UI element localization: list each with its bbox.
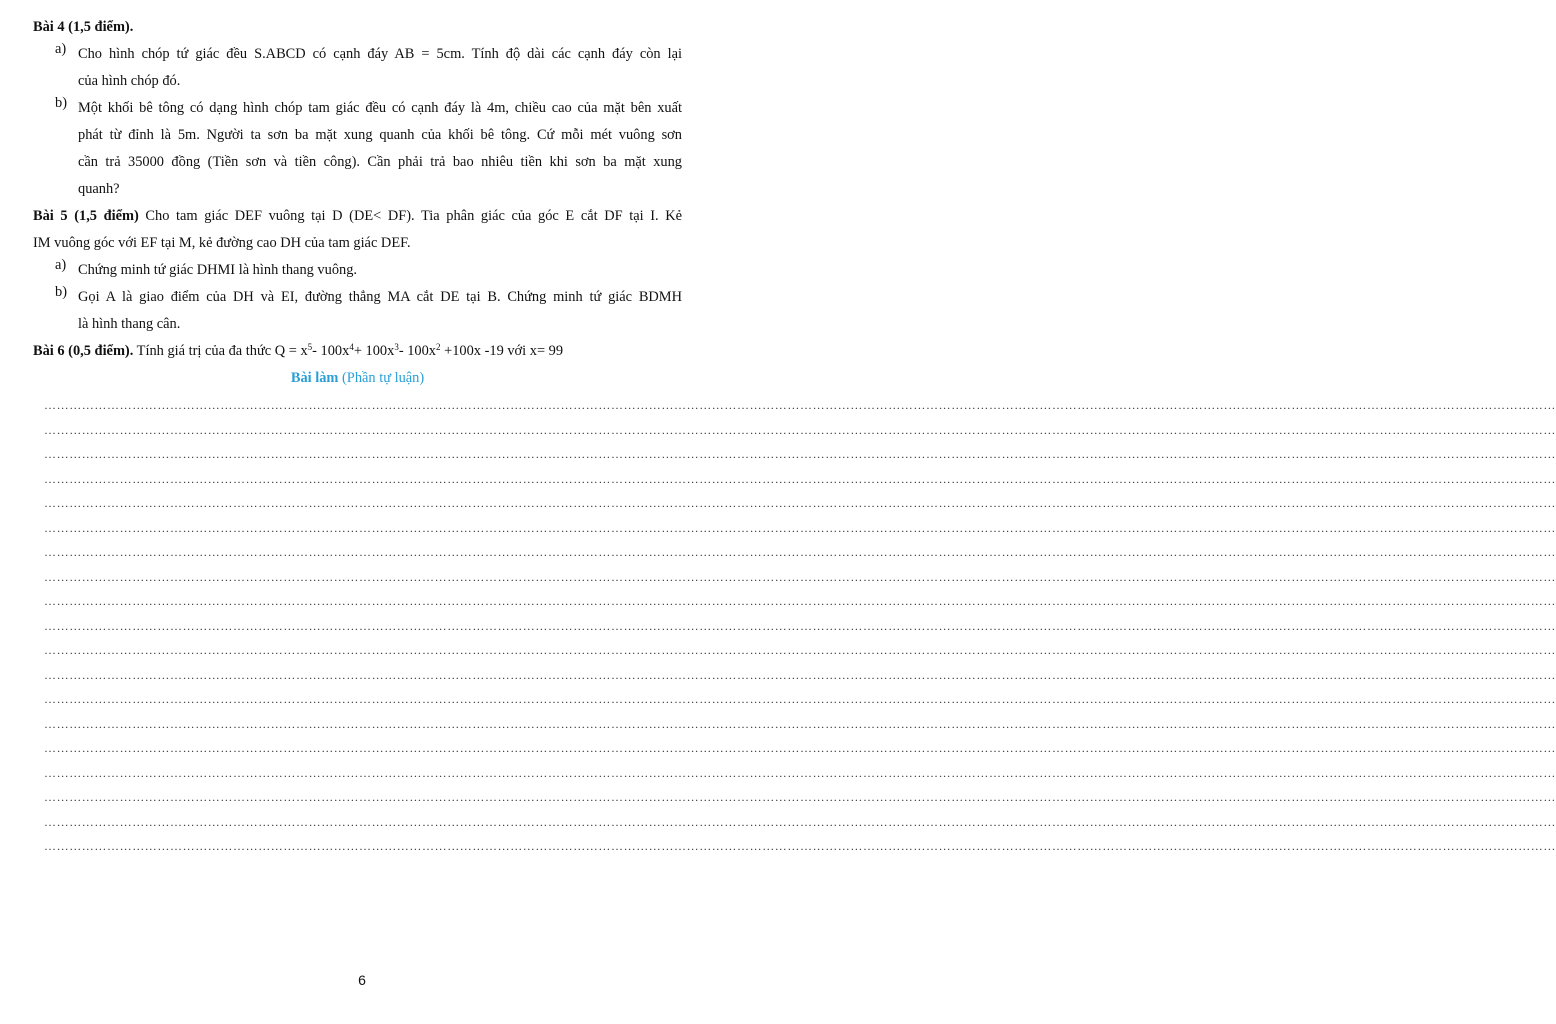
bai4-heading: Bài 4 (1,5 điểm). xyxy=(33,19,134,35)
bai4-b-line3: cần trả 35000 đồng (Tiền sơn và tiền công). Cần phải trả bao nhiêu tiền khi sơn ba mặt xung xyxy=(78,154,682,170)
bai4-part-b xyxy=(33,95,682,203)
bai4-b-line4: quanh? xyxy=(78,181,120,197)
bai5-line2: IM vuông góc với EF tại M, kẻ đường cao DH của tam giác DEF. xyxy=(33,235,411,251)
bai6-term4: +100x -19 với x= 99 xyxy=(440,343,564,359)
bai6-exp4: 4 xyxy=(349,342,354,352)
bai6-exp3: 3 xyxy=(394,342,399,352)
answer-line: ……………………………………………………………………………………………………………………………………………………………………………………………………………………………………………………………………………………………………………………………… xyxy=(44,422,1556,437)
answer-line: ……………………………………………………………………………………………………………………………………………………………………………………………………………………………………………………………………………………………………………………………… xyxy=(44,692,1556,706)
answer-line: ……………………………………………………………………………………………………………………………………………………………………………………………………………………………………………………………………………………………………………………………… xyxy=(44,447,1556,461)
answer-line: ……………………………………………………………………………………………………………………………………………………………………………………………………………………………………………………………………………………………………………………………… xyxy=(44,814,1556,829)
bai5-a-line1: Chứng minh tứ giác DHMI là hình thang vuông. xyxy=(78,262,358,278)
answer-line: ……………………………………………………………………………………………………………………………………………………………………………………………………………………………………………………………………………………………………………………………… xyxy=(44,765,1556,780)
answer-line: ……………………………………………………………………………………………………………………………………………………………………………………………………………………………………………………………………………………………………………………………… xyxy=(44,667,1556,682)
exam-page xyxy=(33,14,682,392)
bai6-term1: - 100x xyxy=(312,343,350,359)
answer-line: ……………………………………………………………………………………………………………………………………………………………………………………………………………………………………………………………………………………………………………………………… xyxy=(44,594,1556,608)
answer-line: ……………………………………………………………………………………………………………………………………………………………………………………………………………………………………………………………………………………………………………………………… xyxy=(44,618,1556,633)
answer-line: ……………………………………………………………………………………………………………………………………………………………………………………………………………………………………………………………………………………………………………………………… xyxy=(44,569,1556,584)
bai6-text: Tính giá trị của đa thức Q = x xyxy=(136,343,308,359)
bai4-a-label: a) xyxy=(55,41,67,57)
bai5-heading: Bài 5 (1,5 điểm) xyxy=(33,208,139,224)
answer-line: ……………………………………………………………………………………………………………………………………………………………………………………………………………………………………………………………………………………………………………………………… xyxy=(44,839,1556,853)
answer-line: ……………………………………………………………………………………………………………………………………………………………………………………………………………………………………………………………………………………………………………………………… xyxy=(44,790,1556,804)
answer-line: ……………………………………………………………………………………………………………………………………………………………………………………………………………………………………………………………………………………………………………………………… xyxy=(44,545,1556,559)
bai5-a-label: a) xyxy=(55,257,67,273)
answer-title xyxy=(33,365,682,392)
bai6-term3: - 100x xyxy=(398,343,436,359)
bai5-b-line1: Gọi A là giao điểm của DH và EI, đường thẳng MA cắt DE tại B. Chứng minh tứ giác BDMH xyxy=(78,289,682,305)
bai5-b-label: b) xyxy=(55,284,67,300)
bai5-b-line2: là hình thang cân. xyxy=(78,316,181,332)
bai5-line1: Cho tam giác DEF vuông tại D (DE< DF). Tia phân giác của góc E cắt DF tại I. Kẻ xyxy=(145,208,682,224)
answer-line: ……………………………………………………………………………………………………………………………………………………………………………………………………………………………………………………………………………………………………………………………… xyxy=(44,741,1556,755)
answer-line: ……………………………………………………………………………………………………………………………………………………………………………………………………………………………………………………………………………………………………………………………… xyxy=(44,398,1556,412)
bai6-line xyxy=(33,338,682,365)
bai5-intro xyxy=(33,203,682,230)
bai6-heading: Bài 6 (0,5 điểm). xyxy=(33,343,134,359)
bai4-part-a xyxy=(33,41,682,95)
answer-line: ……………………………………………………………………………………………………………………………………………………………………………………………………………………………………………………………………………………………………………………………… xyxy=(44,716,1556,731)
answer-line: ……………………………………………………………………………………………………………………………………………………………………………………………………………………………………………………………………………………………………………………………… xyxy=(44,520,1556,535)
bai6-exp5: 5 xyxy=(307,342,313,352)
bai6-term2: + 100x xyxy=(353,343,395,359)
answer-title-bold: Bài làm xyxy=(290,370,339,386)
bai6-exp2: 2 xyxy=(435,342,441,352)
bai4-b-label: b) xyxy=(55,95,67,111)
bai5-part-a xyxy=(33,257,682,284)
bai4-a-line2: của hình chóp đó. xyxy=(78,73,181,89)
bai4-b-line1: Một khối bê tông có dạng hình chóp tam giác đều có cạnh đáy là 4m, chiều cao của mặt bên xuất xyxy=(78,100,682,116)
bai4-a-line1: Cho hình chóp tứ giác đều S.ABCD có cạnh đáy AB = 5cm. Tính độ dài các cạnh đáy còn lại xyxy=(78,46,682,62)
bai4-b-line2: phát từ đỉnh là 5m. Người ta sơn ba mặt xung quanh của khối bê tông. Cứ mỗi mét vuông sơn xyxy=(78,127,682,143)
answer-line: ……………………………………………………………………………………………………………………………………………………………………………………………………………………………………………………………………………………………………………………………… xyxy=(44,471,1556,486)
answer-line: ……………………………………………………………………………………………………………………………………………………………………………………………………………………………………………………………………………………………………………………………… xyxy=(44,496,1556,510)
bai5-part-b xyxy=(33,284,682,338)
page-number: 6 xyxy=(358,972,366,988)
answer-title-rest: (Phần tự luận) xyxy=(338,370,425,386)
answer-line: ……………………………………………………………………………………………………………………………………………………………………………………………………………………………………………………………………………………………………………………………… xyxy=(44,643,1556,657)
